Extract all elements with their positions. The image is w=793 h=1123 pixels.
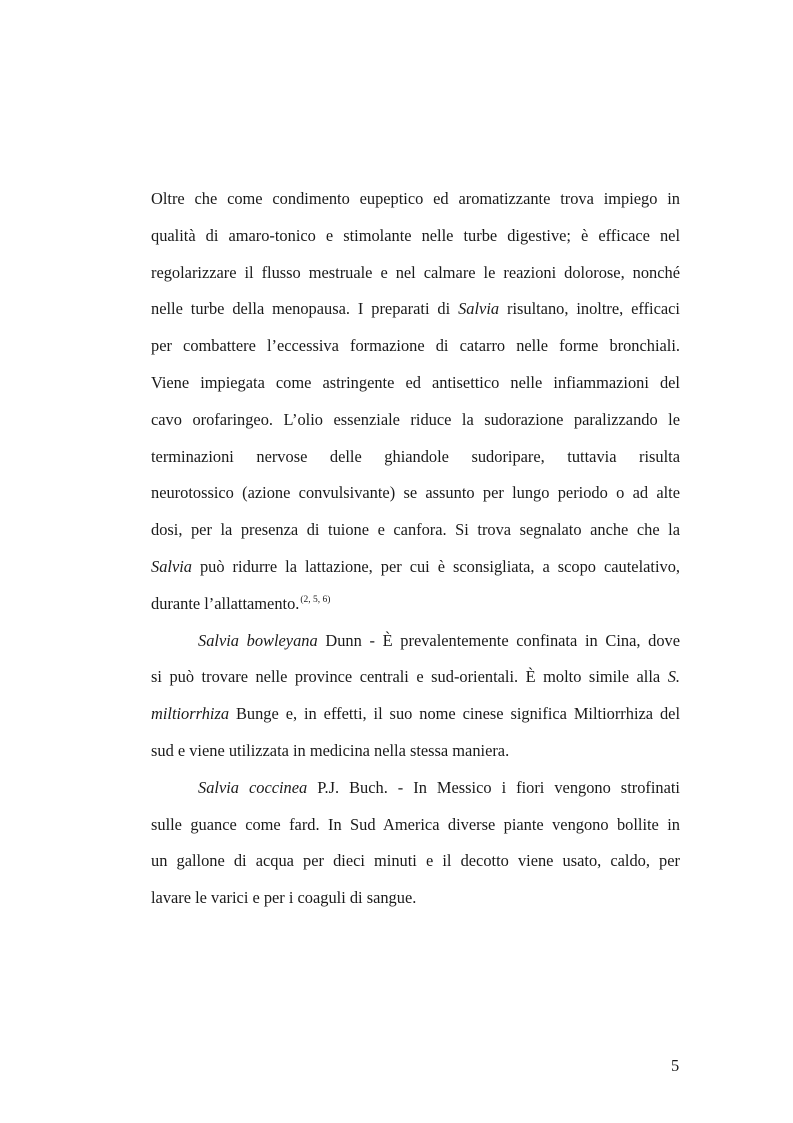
text-line: durante l’allattamento.$^{(2, 5, 6)}$ xyxy=(151,593,331,613)
species-name: miltiorrhiza xyxy=(151,704,230,724)
text-line: regolarizzare il flusso mestruale e nel calmare le reazioni dolorose, nonché xyxy=(151,262,680,282)
text-line: Oltre che come condimento eupeptico ed aromatizzante trova impiego in xyxy=(151,189,680,208)
paragraph-salvia-bowleyana xyxy=(151,623,680,770)
text-line: cavo orofaringeo. L’olio essenziale riduce la sudorazione paralizzando le xyxy=(151,409,680,429)
text-line: sulle guance come fard. In Sud America diverse piante vengono bollite in xyxy=(151,814,680,834)
species-name: Salvia coccinea xyxy=(198,777,308,797)
text-line: Salvia coccinea P.J. Buch. - In Messico i fiori vengono strofinati xyxy=(198,777,680,797)
text-line: nelle turbe della menopausa. I preparati di Salvia risultano, inoltre, efficaci xyxy=(151,299,680,319)
text-line: miltiorrhiza Bunge e, in effetti, il suo nome cinese significa Miltiorrhiza del xyxy=(151,704,680,724)
text-line: un gallone di acqua per dieci minuti e il decotto viene usato, caldo, per xyxy=(151,851,680,871)
species-name: Salvia xyxy=(151,556,192,576)
text-line: neurotossico (azione convulsivante) se assunto per lungo periodo o ad alte xyxy=(151,483,680,503)
text-line: Viene impiegata come astringente ed antisettico nelle infiammazioni del xyxy=(151,372,680,392)
text-line: Salvia può ridurre la lattazione, per cui è sconsigliata, a scopo cautelativo, xyxy=(151,556,680,576)
text-line: terminazioni nervose delle ghiandole sudoripare, tuttavia risulta xyxy=(151,446,680,466)
text-line: qualità di amaro-tonico e stimolante nelle turbe digestive; è efficace nel xyxy=(151,225,680,245)
paragraph-salvia-uses xyxy=(151,181,680,623)
text-line: per combattere l’eccessiva formazione di catarro nelle forme bronchiali. xyxy=(151,336,680,356)
text-line: Salvia bowleyana Dunn - È prevalentemente confinata in Cina, dove xyxy=(198,630,680,650)
paragraph-salvia-coccinea xyxy=(151,770,680,917)
citation-reference: (2, 5, 6) xyxy=(300,594,331,605)
species-name: Salvia bowleyana xyxy=(198,630,318,650)
text-line: lavare le varici e per i coaguli di sangue. xyxy=(151,888,417,908)
text-line: dosi, per la presenza di tuione e canfora. Si trova segnalato anche che la xyxy=(151,520,680,540)
page-number: 5 xyxy=(671,1056,680,1075)
text-line: sud e viene utilizzata in medicina nella stessa maniera. xyxy=(151,740,510,760)
species-name: Salvia xyxy=(458,299,500,319)
text-line: si può trovare nelle province centrali e sud-orientali. È molto simile alla S. xyxy=(151,667,680,687)
page-body xyxy=(151,181,680,917)
species-abbrev: S. xyxy=(667,667,680,687)
